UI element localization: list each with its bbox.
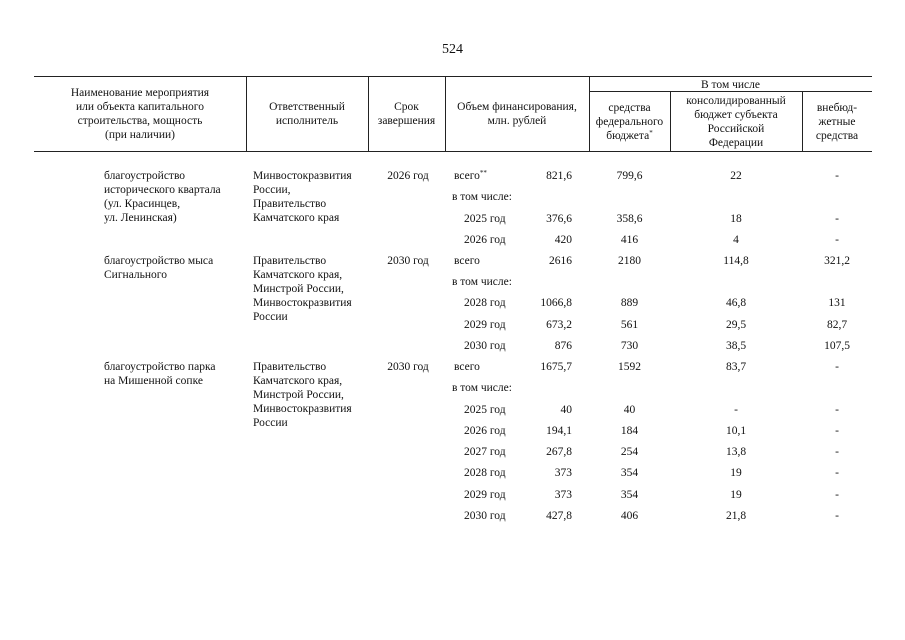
cell-regional: 10,1 — [725, 425, 747, 437]
cell-federal: 730 — [620, 340, 639, 352]
project-name: благоустройство мыса Сигнального — [104, 255, 214, 281]
cell-regional: 19 — [730, 489, 742, 501]
header-top-rule — [34, 76, 872, 77]
cell-regional: 21,8 — [725, 510, 747, 522]
cell-total: 420 — [554, 234, 572, 246]
cell-federal: 354 — [620, 489, 639, 501]
cell-extra: 107,5 — [824, 340, 850, 352]
header-name: Наименование мероприятия или объекта капитального строительства, мощность (при наличии) — [70, 87, 210, 141]
row-label: 2029 год — [464, 319, 506, 331]
cell-extra: - — [835, 234, 839, 246]
row-label: 2030 год — [464, 340, 506, 352]
header-responsible: Ответственный исполнитель — [269, 101, 345, 127]
cell-extra: - — [835, 213, 839, 225]
cell-federal: 40 — [623, 404, 636, 416]
cell-total: 194,1 — [546, 425, 572, 437]
header-regional: консолидированный бюджет субъекта Российской Федерации — [686, 95, 786, 149]
cell-federal: 2180 — [618, 255, 641, 267]
cell-total: 373 — [554, 467, 572, 479]
cell-total: 876 — [554, 340, 572, 352]
row-label: в том числе: — [452, 276, 512, 288]
cell-extra: - — [835, 510, 839, 522]
row-label: 2026 год — [464, 425, 506, 437]
cell-federal: 406 — [620, 510, 639, 522]
cell-regional: 18 — [730, 213, 742, 225]
row-label: в том числе: — [452, 191, 512, 203]
row-label: 2029 год — [464, 489, 506, 501]
cell-regional: 46,8 — [725, 297, 747, 309]
cell-extra: 82,7 — [826, 319, 848, 331]
cell-extra: - — [835, 170, 839, 182]
header-extra: внебюд- жетные средства — [815, 102, 859, 142]
cell-total: 2616 — [549, 255, 572, 267]
cell-total: 373 — [554, 489, 572, 501]
cell-extra: - — [835, 404, 839, 416]
cell-federal: 1592 — [618, 361, 641, 373]
row-label: 2026 год — [464, 234, 506, 246]
cell-regional: 29,5 — [725, 319, 747, 331]
project-name: благоустройство исторического квартала (ул. Красинцев, ул. Ленинская) — [104, 170, 221, 224]
row-label: всего — [454, 255, 480, 267]
cell-extra: - — [835, 446, 839, 458]
responsible-executor: Минвостокразвития России, Правительство Камчатского края — [253, 170, 352, 224]
row-label: всего** — [454, 169, 487, 182]
cell-regional: 83,7 — [725, 361, 747, 373]
project-name: благоустройство парка на Мишенной сопке — [104, 361, 216, 387]
row-label: всего — [454, 361, 480, 373]
cell-total: 1066,8 — [540, 297, 572, 309]
header-federal: средства федерального бюджета* — [595, 102, 664, 142]
cell-federal: 254 — [620, 446, 639, 458]
cell-regional: 4 — [733, 234, 739, 246]
cell-extra: 321,2 — [824, 255, 850, 267]
cell-total: 40 — [560, 404, 572, 416]
cell-total: 1675,7 — [540, 361, 572, 373]
cell-federal: 358,6 — [616, 213, 643, 225]
cell-extra: - — [835, 425, 839, 437]
header-volume: Объем финансирования, млн. рублей — [457, 101, 577, 127]
cell-regional: 13,8 — [725, 446, 747, 458]
cell-regional: 22 — [730, 170, 742, 182]
cell-federal: 416 — [620, 234, 639, 246]
row-label: 2027 год — [464, 446, 506, 458]
cell-federal: 184 — [620, 425, 639, 437]
cell-federal: 889 — [620, 297, 639, 309]
cell-federal: 561 — [620, 319, 639, 331]
row-label: 2028 год — [464, 467, 506, 479]
cell-regional: - — [734, 404, 738, 416]
cell-total: 267,8 — [546, 446, 572, 458]
responsible-executor: Правительство Камчатского края, Минстрой России, Минвостокразвития России — [253, 361, 352, 429]
page-number: 524 — [442, 42, 463, 57]
cell-total: 673,2 — [546, 319, 572, 331]
row-label: 2030 год — [464, 510, 506, 522]
row-label: 2028 год — [464, 297, 506, 309]
cell-total: 376,6 — [546, 213, 572, 225]
cell-regional: 19 — [730, 467, 742, 479]
deadline: 2026 год — [387, 170, 429, 182]
cell-federal: 354 — [620, 467, 639, 479]
cell-extra: - — [835, 489, 839, 501]
deadline: 2030 год — [387, 255, 429, 267]
cell-regional: 38,5 — [725, 340, 747, 352]
cell-total: 427,8 — [546, 510, 572, 522]
deadline: 2030 год — [387, 361, 429, 373]
responsible-executor: Правительство Камчатского края, Минстрой России, Минвостокразвития России — [253, 255, 352, 323]
header-including: В том числе — [701, 79, 760, 91]
cell-extra: 131 — [828, 297, 846, 309]
cell-regional: 114,8 — [723, 255, 749, 267]
cell-federal: 799,6 — [616, 170, 643, 182]
cell-extra: - — [835, 361, 839, 373]
cell-total: 821,6 — [546, 170, 572, 182]
header-deadline: Срок завершения — [377, 101, 436, 127]
row-label: в том числе: — [452, 382, 512, 394]
cell-extra: - — [835, 467, 839, 479]
row-label: 2025 год — [464, 404, 506, 416]
header-bottom-rule — [34, 151, 872, 152]
row-label: 2025 год — [464, 213, 506, 225]
